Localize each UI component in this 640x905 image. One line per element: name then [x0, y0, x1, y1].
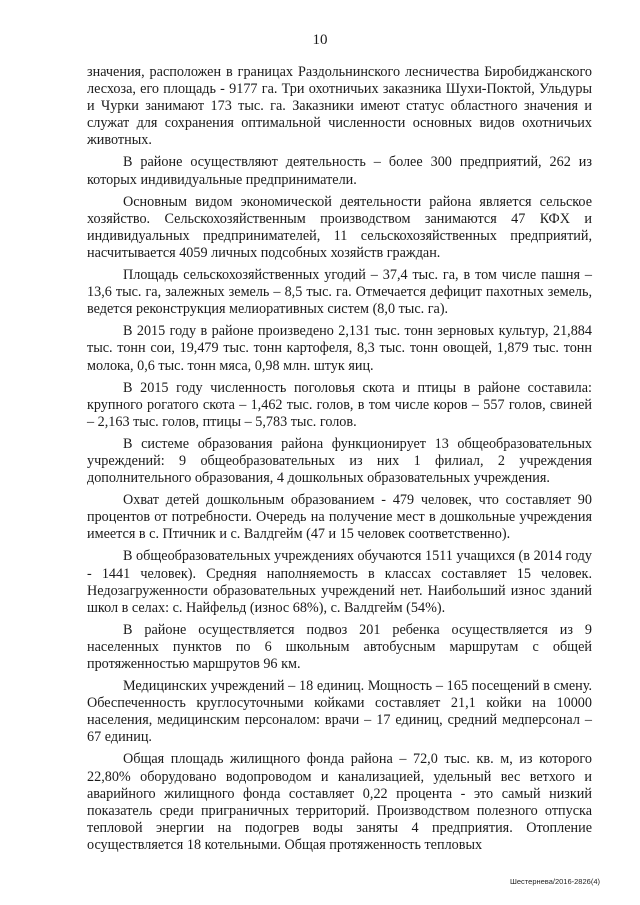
paragraph-school-transport: В районе осуществляется подвоз 201 ребенка осуществляется из 9 населенных пунктов по 6 школьным автобусным маршрутам с общей протяженностью маршрутов 96 км.: [87, 621, 592, 672]
paragraph-farmland: Площадь сельскохозяйственных угодий – 37,4 тыс. га, в том числе пашня – 13,6 тыс. га, залежных земель – 8,5 тыс. га. Отмечается дефицит пахотных земель, ведется реконструкция мелиоративных систем (8,0 тыс. га).: [87, 267, 592, 318]
page-number: 10: [312, 32, 328, 48]
document-body: [87, 64, 592, 859]
paragraph-nature-reserve: значения, расположен в границах Раздольнинского лесничества Биробиджанского лесхоза, его площадь - 9177 га. Три охотничьих заказника Шухи-Поктой, Ульдуры и Чурки занимают 173 тыс. га. Заказники имеют статус областного значения и служат для сохранения оптимальной численности основных видов охотничьих животных.: [87, 64, 592, 149]
paragraph-housing: Общая площадь жилищного фонда района – 72,0 тыс. кв. м, из которого 22,80% оборудовано водопроводом и канализацией, удельный вес ветхого и аварийного жилищного фонда составляет 0,22 процента - это самый низкий показатель среди приграничных территорий. Производством полезного отпуска тепловой энергии на подогрев воды заняты 4 предприятия. Отопление осуществляется 18 котельными. Общая протяженность тепловых: [87, 751, 592, 853]
paragraph-enterprises: В районе осуществляют деятельность – более 300 предприятий, 262 из которых индивидуальные предприниматели.: [87, 154, 592, 188]
paragraph-agriculture: Основным видом экономической деятельности района является сельское хозяйство. Сельскохозяйственным производством занимаются 47 КФХ и индивидуальных предпринимателей, 11 сельскохозяйственных предприятий, насчитывается 4059 личных подсобных хозяйств граждан.: [87, 193, 592, 261]
paragraph-preschool: Охват детей дошкольным образованием - 479 человек, что составляет 90 процентов от потребности. Очередь на получение мест в дошкольные учреждения имеется в с. Птичник и с. Валдгейм (47 и 15 человек соответственно).: [87, 492, 592, 543]
paragraph-education-system: В системе образования района функционирует 13 общеобразовательных учреждений: 9 общеобразовательных из них 1 филиал, 2 учреждения дополнительного образования, 4 дошкольных образовательных учреждения.: [87, 435, 592, 487]
paragraph-medical: Медицинских учреждений – 18 единиц. Мощность – 165 посещений в смену. Обеспеченность круглосуточными койками составляет 21,1 койки на 10000 населения, медицинским персоналом: врачи – 17 единиц, средний медперсонал – 67 единиц.: [87, 678, 592, 746]
paragraph-livestock-2015: В 2015 году численность поголовья скота и птицы в районе составила: крупного рогатого скота – 1,462 тыс. голов, в том числе коров – 557 голов, свиней – 2,163 тыс. голов, птицы – 5,783 тыс. голов.: [87, 379, 592, 430]
document-code: Шестернева/2016-2826(4): [510, 877, 600, 886]
paragraph-schools: В общеобразовательных учреждениях обучаются 1511 учащихся (в 2014 году - 1441 человек). Средняя наполняемость в классах составляет 15 человек. Недозагруженности образовательных учреждений нет. Наибольший износ зданий школ в селах: с. Найфельд (износ 68%), с. Валдгейм (54%).: [87, 548, 592, 616]
paragraph-production-2015: В 2015 году в районе произведено 2,131 тыс. тонн зерновых культур, 21,884 тыс. тонн сои, 19,479 тыс. тонн картофеля, 8,3 тыс. тонн овощей, 1,879 тыс. тонн молока, 0,6 тыс. тонн мяса, 0,98 млн. штук яиц.: [87, 323, 592, 374]
